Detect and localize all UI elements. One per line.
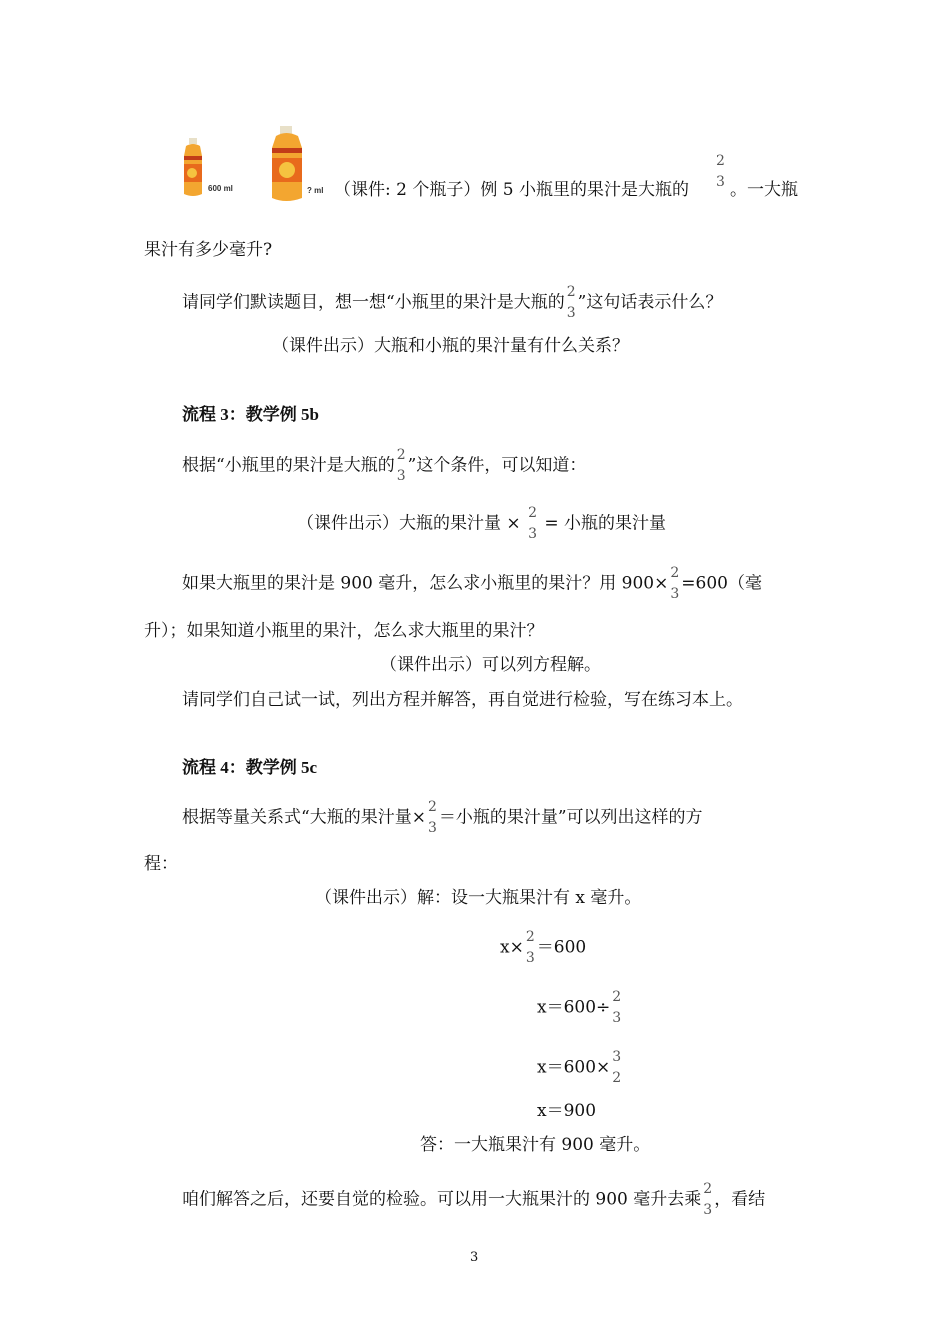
fraction-denominator: 3 — [612, 1010, 622, 1026]
large-juice-bottle-image — [266, 124, 308, 204]
flow4-heading: 流程 4：教学例 5c — [182, 758, 318, 777]
fraction-numerator: 2 — [525, 929, 535, 945]
fraction-numerator: 2 — [566, 284, 576, 300]
fraction-two-thirds — [703, 1182, 712, 1218]
example5-line4: （课件出示）大瓶和小瓶的果汁量有什么关系？ — [272, 336, 629, 356]
fraction-two-thirds — [526, 930, 535, 966]
flow3-p3-text-a: 如果大瓶里的果汁是 900 毫升，怎么求小瓶里的果汁？用 900× — [182, 573, 669, 594]
fraction-two-thirds — [428, 800, 437, 836]
equation-3 — [537, 1050, 623, 1086]
flow4-p1 — [182, 800, 703, 836]
example5-line1-text-a: （课件: 2 个瓶子）例 5 小瓶里的果汁是大瓶的 — [334, 180, 689, 200]
fraction-numerator: 2 — [528, 505, 537, 521]
fraction-two-thirds — [397, 448, 406, 484]
fraction-denominator: 3 — [670, 586, 680, 602]
equation-2-text-a: x＝600÷ — [537, 997, 611, 1018]
page-number: 3 — [470, 1250, 479, 1265]
fraction-two-thirds — [567, 285, 576, 321]
example5-line1-text-b: 。一大瓶 — [730, 180, 798, 200]
fraction-numerator: 2 — [396, 447, 406, 463]
equation-1-text-a: x× — [500, 937, 524, 958]
fraction-denominator: 3 — [703, 1202, 713, 1218]
fraction-two-thirds — [612, 990, 621, 1026]
flow4-p4-text-a: 咱们解答之后，还要自觉的检验。可以用一大瓶果汁的 900 毫升去乘 — [182, 1189, 702, 1210]
example5-line1-fraction — [714, 154, 727, 190]
flow3-p6: 请同学们自己试一试，列出方程并解答，再自觉进行检验，写在练习本上。 — [182, 690, 743, 710]
equation-1-text-b: ＝600 — [536, 937, 587, 958]
flow3-p1-text-b: ”这个条件，可以知道： — [407, 455, 587, 476]
fraction-denominator: 2 — [612, 1070, 622, 1086]
flow4-answer: 答：一大瓶果汁有 900 毫升。 — [420, 1135, 651, 1155]
flow4-p1-text-b: ＝小瓶的果汁量”可以列出这样的方 — [438, 807, 703, 828]
fraction-numerator: 2 — [612, 989, 622, 1005]
small-bottle-label: 600 ml — [208, 184, 233, 193]
flow3-p2 — [297, 506, 666, 542]
fraction-numerator: 2 — [427, 799, 437, 815]
flow3-p1 — [182, 448, 586, 484]
flow3-p2-text-a: （课件出示）大瓶的果汁量 × — [297, 513, 521, 534]
example5-line2: 果汁有多少毫升? — [144, 240, 273, 260]
flow3-p5: （课件出示）可以列方程解。 — [380, 655, 601, 675]
flow3-p4: 升）；如果知道小瓶里的果汁，怎么求大瓶里的果汁？ — [144, 621, 544, 641]
fraction-denominator: 3 — [396, 468, 406, 484]
equation-1 — [500, 930, 586, 966]
fraction-two-thirds — [716, 154, 725, 190]
flow4-p2: 程： — [144, 854, 178, 874]
flow4-p4 — [182, 1182, 765, 1218]
fraction-two-thirds — [670, 566, 679, 602]
flow3-heading: 流程 3：教学例 5b — [182, 405, 319, 424]
fraction-numerator: 2 — [716, 153, 725, 169]
fraction-numerator: 2 — [703, 1181, 713, 1197]
fraction-denominator: 3 — [427, 820, 437, 836]
equation-3-text-a: x＝600× — [537, 1057, 611, 1078]
large-bottle-label: ? ml — [307, 186, 324, 195]
flow3-p3-text-b: =600（毫 — [681, 573, 762, 594]
fraction-denominator: 3 — [525, 950, 535, 966]
fraction-denominator: 3 — [566, 305, 576, 321]
fraction-denominator: 3 — [716, 174, 725, 190]
flow4-p1-text-a: 根据等量关系式“大瓶的果汁量× — [182, 807, 426, 828]
fraction-numerator: 2 — [670, 565, 680, 581]
fraction-denominator: 3 — [528, 526, 537, 542]
fraction-numerator: 3 — [612, 1049, 622, 1065]
equation-4: x＝900 — [537, 1101, 597, 1121]
example5-line1 — [334, 180, 689, 200]
flow3-p2-text-b: = 小瓶的果汁量 — [544, 513, 667, 534]
flow3-p1-text-a: 根据“小瓶里的果汁是大瓶的 — [182, 455, 395, 476]
fraction-three-halves — [612, 1050, 621, 1086]
flow3-p3 — [182, 566, 762, 602]
example5-line3 — [182, 285, 722, 321]
example5-line3-text-a: 请同学们默读题目，想一想“小瓶里的果汁是大瓶的 — [182, 292, 565, 313]
flow4-p4-text-b: ，看结 — [714, 1189, 766, 1210]
equation-2 — [537, 990, 623, 1026]
flow4-p3: （课件出示）解：设一大瓶果汁有 x 毫升。 — [315, 888, 642, 908]
example5-line3-text-b: ”这句话表示什么？ — [577, 292, 723, 313]
fraction-two-thirds — [528, 506, 537, 542]
